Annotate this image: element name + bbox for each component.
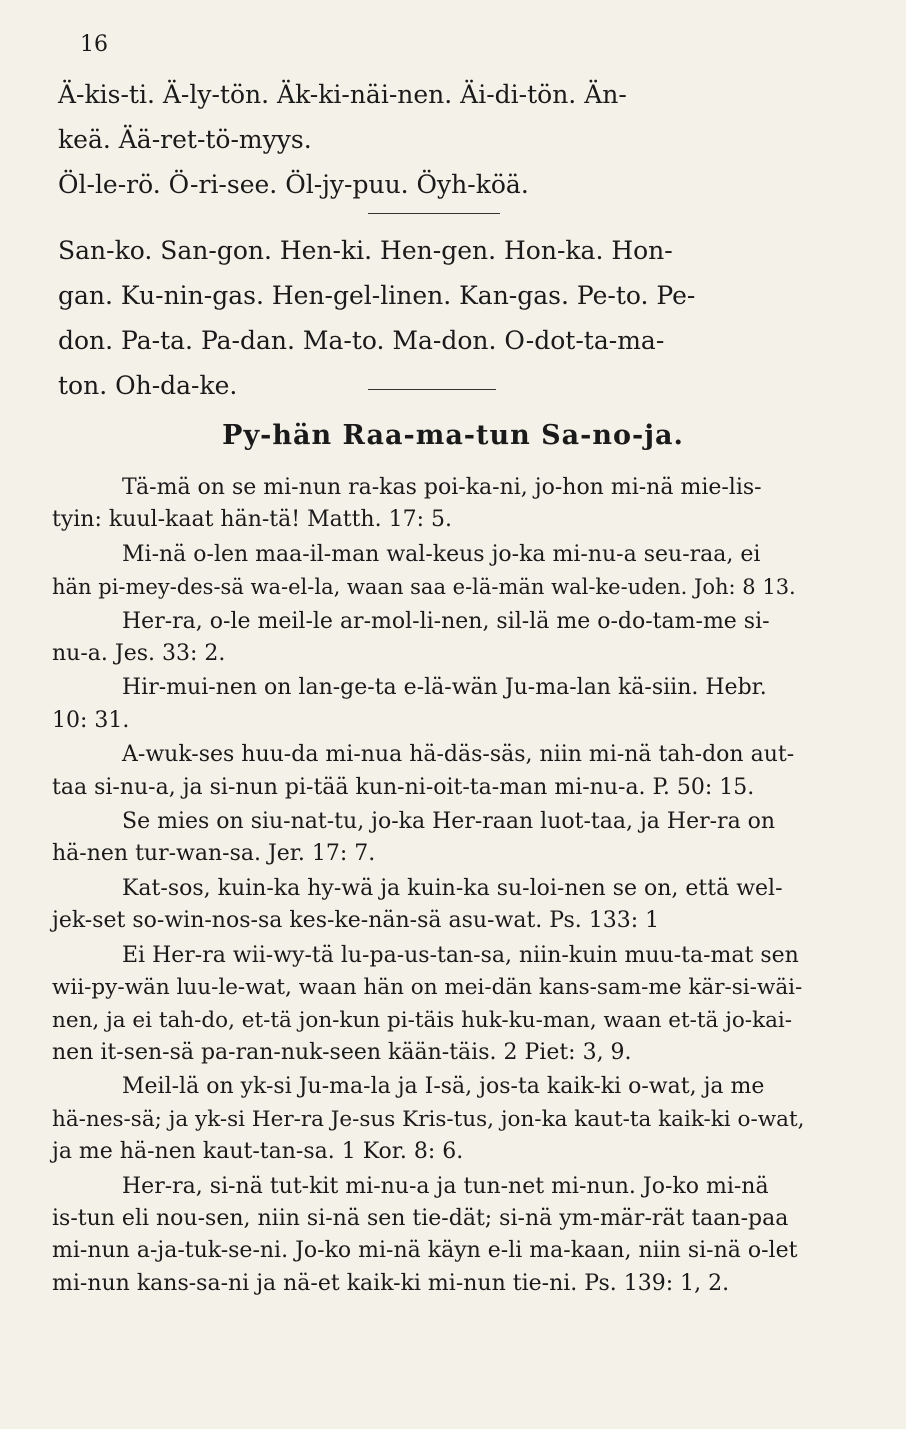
paragraph-line: nu-a. Jes. 33: 2. bbox=[52, 641, 226, 667]
word-list-line: Ä-kis-ti. Ä-ly-tön. Äk-ki-näi-nen. Äi-di-tön. Än- bbox=[58, 80, 627, 109]
paragraph-line: tyin: kuul-kaat hän-tä! Matth. 17: 5. bbox=[52, 507, 452, 533]
word-list-2 bbox=[58, 228, 806, 408]
word-list-1 bbox=[58, 72, 806, 207]
paragraph-line: 10: 31. bbox=[52, 707, 130, 733]
scripture-paragraph bbox=[52, 672, 806, 737]
scripture-paragraph bbox=[52, 539, 806, 604]
paragraph-line: mi-nun a-ja-tuk-se-ni. Jo-ko mi-nä käyn e-li ma-kaan, niin si-nä o-let bbox=[52, 1238, 798, 1264]
paragraph-line: taa si-nu-a, ja si-nun pi-tää kun-ni-oit-ta-man mi-nu-a. P. 50: 15. bbox=[52, 774, 755, 800]
scripture-paragraph bbox=[52, 1171, 806, 1301]
page-number: 16 bbox=[80, 32, 108, 57]
paragraph-line: Kat-sos, kuin-ka hy-wä ja kuin-ka su-loi-nen se on, että wel- bbox=[122, 875, 783, 901]
paragraph-line: Her-ra, si-nä tut-kit mi-nu-a ja tun-net mi-nun. Jo-ko mi-nä bbox=[122, 1173, 769, 1199]
paragraph-line: Se mies on siu-nat-tu, jo-ka Her-raan luot-taa, ja Her-ra on bbox=[122, 809, 776, 835]
divider bbox=[368, 213, 500, 214]
paragraph-line: hä-nen tur-wan-sa. Jer. 17: 7. bbox=[52, 841, 376, 867]
word-list-line: don. Pa-ta. Pa-dan. Ma-to. Ma-don. O-dot-ta-ma- bbox=[58, 326, 665, 355]
paragraph-line: hän pi-mey-des-sä wa-el-la, waan saa e-lä-män wal-ke-uden. Joh: 8 13. bbox=[52, 575, 796, 600]
word-list-line: San-ko. San-gon. Hen-ki. Hen-gen. Hon-ka. Hon- bbox=[58, 236, 673, 265]
paragraph-line: is-tun eli nou-sen, niin si-nä sen tie-dät; si-nä ym-mär-rät taan-paa bbox=[52, 1205, 789, 1231]
scripture-paragraph bbox=[52, 940, 806, 1070]
word-list-line: keä. Ää-ret-tö-myys. bbox=[58, 125, 312, 154]
paragraph-line: Tä-mä on se mi-nun ra-kas poi-ka-ni, jo-hon mi-nä mie-lis- bbox=[122, 475, 762, 500]
paragraph-line: Meil-lä on yk-si Ju-ma-la ja I-sä, jos-ta kaik-ki o-wat, ja me bbox=[122, 1074, 765, 1100]
section-title: Py-hän Raa-ma-tun Sa-no-ja. bbox=[222, 420, 684, 451]
scripture-paragraph bbox=[52, 739, 806, 804]
paragraph-line: Mi-nä o-len maa-il-man wal-keus jo-ka mi-nu-a seu-raa, ei bbox=[122, 541, 761, 567]
scripture-paragraph bbox=[52, 873, 806, 938]
paragraph-line: nen it-sen-sä pa-ran-nuk-seen kään-täis. 2 Piet: 3, 9. bbox=[52, 1039, 632, 1065]
word-list-line: ton. Oh-da-ke. bbox=[58, 371, 238, 400]
word-list-line: Öl-le-rö. Ö-ri-see. Öl-jy-puu. Öyh-köä. bbox=[58, 170, 529, 199]
scripture-paragraph bbox=[52, 1071, 806, 1168]
divider bbox=[368, 389, 496, 390]
paragraph-line: Her-ra, o-le meil-le ar-mol-li-nen, sil-lä me o-do-tam-me si- bbox=[122, 608, 770, 634]
scripture-quotes bbox=[52, 472, 806, 1302]
paragraph-line: wii-py-wän luu-le-wat, waan hän on mei-dän kans-sam-me kär-si-wäi- bbox=[52, 975, 803, 1001]
paragraph-line: nen, ja ei tah-do, et-tä jon-kun pi-täis huk-ku-man, waan et-tä jo-kai- bbox=[52, 1007, 793, 1033]
word-list-line: gan. Ku-nin-gas. Hen-gel-linen. Kan-gas. Pe-to. Pe- bbox=[58, 281, 696, 310]
paragraph-line: jek-set so-win-nos-sa kes-ke-nän-sä asu-wat. Ps. 133: 1 bbox=[52, 908, 660, 934]
paragraph-line: ja me hä-nen kaut-tan-sa. 1 Kor. 8: 6. bbox=[52, 1139, 464, 1165]
scripture-paragraph bbox=[52, 606, 806, 671]
scripture-paragraph bbox=[52, 806, 806, 871]
scripture-paragraph bbox=[52, 472, 806, 537]
paragraph-line: mi-nun kans-sa-ni ja nä-et kaik-ki mi-nun tie-ni. Ps. 139: 1, 2. bbox=[52, 1270, 730, 1296]
paragraph-line: A-wuk-ses huu-da mi-nua hä-däs-säs, niin mi-nä tah-don aut- bbox=[122, 742, 795, 768]
paragraph-line: Hir-mui-nen on lan-ge-ta e-lä-wän Ju-ma-lan kä-siin. Hebr. bbox=[122, 675, 767, 701]
paragraph-line: hä-nes-sä; ja yk-si Her-ra Je-sus Kris-tus, jon-ka kaut-ta kaik-ki o-wat, bbox=[52, 1106, 805, 1132]
paragraph-line: Ei Her-ra wii-wy-tä lu-pa-us-tan-sa, niin-kuin muu-ta-mat sen bbox=[122, 942, 799, 968]
